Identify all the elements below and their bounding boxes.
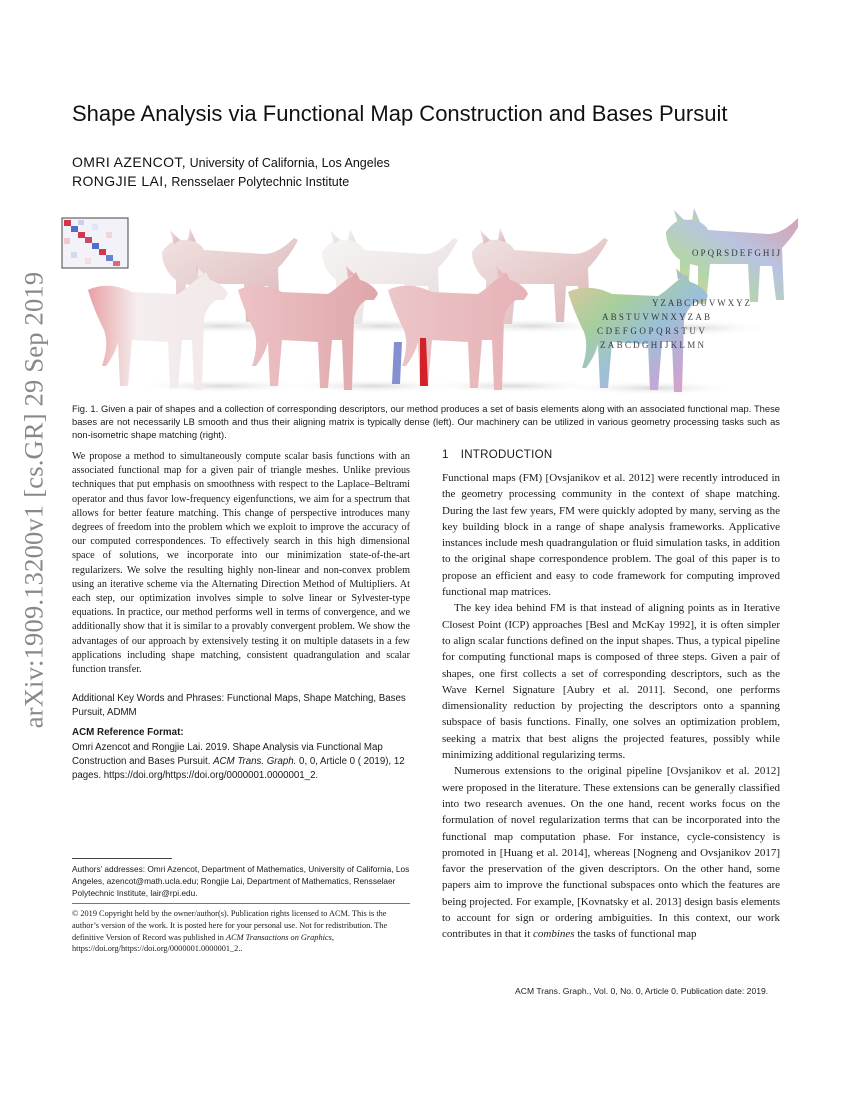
intro-paragraph-3-emphasis: combines — [533, 928, 575, 941]
section-heading-introduction — [442, 449, 552, 461]
section-number: 1 — [442, 449, 449, 461]
intro-paragraph-3 — [442, 763, 780, 942]
abstract: We propose a method to simultaneously compute scalar basis functions with an associated functional map for a given pair of triangle meshes. Unlike previous techniques that put emphasis on smoothness with respect to the Laplace–Beltrami operator and thus favor low-frequency eigenfunctions, we aim for a spectrum that allows for better feature matching. This change of perspective introduces many degrees of freedom into the problem which we exploit to improve the accuracy of our computed correspondences. To effectively search in this high dimensional space of solutions, we incorporate into our minimization state-of-the-art regularizers. We solve the resulting highly non-linear and non-convex problem using an iterative scheme via the Alternating Direction Method of Multipliers. At each step, our optimization involves simple to solve linear or Sylvester-type equations. In practice, our method performs well in terms of convergence, and we additionally show that it is similar to a provably convergent problem. We show the advantages of our approach by extensively testing it on multiple datasets in a few applications including shape matching, consistent quadrangulation and scalar function transfer. — [72, 451, 410, 676]
keywords: Additional Key Words and Phrases: Functional Maps, Shape Matching, Bases Pursuit, ADMM — [72, 693, 406, 718]
section-title: INTRODUCTION — [460, 449, 553, 461]
introduction-body — [442, 470, 780, 943]
author-1 — [72, 154, 390, 170]
author-2-name: RONGJIE LAI, — [72, 173, 168, 189]
author-1-affiliation: University of California, Los Angeles — [189, 156, 390, 170]
running-footer: ACM Trans. Graph., Vol. 0, No. 0, Article 0. Publication date: 2019. — [515, 986, 769, 996]
intro-paragraph-1: Functional maps (FM) [Ovsjanikov et al. 2012] were recently introduced in the geometry processing community in the context of shape matching. During the last few years, FM were quickly adopted by many, serving as the key building block in a range of shape analysis frameworks. Applicative instances include mesh quadrangulation or fluid simulation tasks, in addition to the original shape correspondence problem. The goal of this paper is to propose an efficient and easy to code framework for computing improved functional map matrices. — [442, 472, 780, 599]
copyright-part2: , https://doi.org/https://doi.org/0000001.0000001_2.. — [72, 932, 334, 954]
author-1-name: OMRI AZENCOT, — [72, 154, 187, 170]
texture-letters-row-5: OPQRSDEFGHIJ — [692, 248, 782, 258]
intro-paragraph-2: The key idea behind FM is that instead of aligning points as in Iterative Closest Point (ICP) approaches [Besl and McKay 1992], it is often simpler to align scalar functions defined on the input shapes. Thus, a typical pipeline for computing functional maps is composed of three steps. Given a pair of shapes, one first collects a set of corresponding descriptors, such as the Wave Kernel Signature [Aubry et al. 2011]. Second, one performs dimensionality reduction by projecting the descriptors onto a spanning subspace of basis functions. Finally, one solves an optimization problem, seeking a matrix that best aligns the projected features, possibly while minimizing additional regularizing terms. — [442, 602, 780, 762]
figure-caption: Fig. 1. Given a pair of shapes and a collection of corresponding descriptors, our method produces a set of basis elements along with an associated functional map. These bases are not necessarily LB smooth and thus their aligning matrix is typically dense (left). Our machinery can be utilized in various geometry processing tasks such as non-isometric shape matching (right). — [72, 403, 780, 441]
teaser-figure — [52, 200, 798, 395]
intro-paragraph-3-part1: Numerous extensions to the original pipeline [Ovsjanikov et al. 2012] were proposed in the literature. These extensions can be generally classified into two research avenues. On the one hand, recent works focus on the formulation of novel regularization terms that can be incorporated into the functional map computation phase. For instance, cycle-consistency is promoted in [Huang et al. 2014], whereas [Nogneng and Ovsjanikov 2017] favor the preservation of the given descriptors. On the other hand, some papers aim to improve the functional subspaces onto which the features are being projected. For example, [Kovnatsky et al. 2013] design basis elements to account for sign or ordering ambiguities. In this context, our work contributes in that it — [442, 765, 780, 941]
functional-map-matrix-inset — [62, 218, 128, 268]
texture-letters-row-1: YZABCDUVWXYZ — [652, 298, 752, 308]
texture-letters-row-4: ZABCDGHIJKLMN — [600, 340, 706, 350]
author-2 — [72, 173, 349, 189]
paper-title: Shape Analysis via Functional Map Construction and Bases Pursuit — [72, 101, 728, 126]
acm-reference-journal: ACM Trans. Graph. — [213, 756, 297, 767]
arxiv-stamp-text: arXiv:1909.13200v1 [cs.GR] 29 Sep 2019 — [18, 271, 49, 729]
texture-letters-row-2: ABSTUVWNXYZAB — [602, 312, 712, 322]
copyright-journal: ACM Transactions on Graphics — [226, 932, 332, 942]
copyright-separator — [72, 903, 410, 904]
copyright-notice — [72, 908, 410, 955]
acm-reference-part1: Omri Azencot and Rongjie Lai. 2019. Shape Analysis via Functional Map Construction and Bases Pursuit. — [72, 742, 383, 767]
texture-letters-row-3: CDEFGOPQRSTUV — [597, 326, 707, 336]
intro-paragraph-3-part2: the tasks of functional map — [574, 928, 697, 941]
copyright-part1: © 2019 Copyright held by the owner/author(s). Publication rights licensed to ACM. This is the author’s version of the work. It is posted here for your personal use. Not for redistribution. The definitive Version of Record was published in — [72, 909, 388, 942]
footnote-rule — [72, 858, 172, 859]
acm-reference-text — [72, 741, 410, 783]
author-addresses: Authors’ addresses: Omri Azencot, Department of Mathematics, University of California, Los Angeles, azencot@math.ucla.edu; Rongjie Lai, Department of Mathematics, Rensselaer Polytechnic Institute, lair@rpi.edu. — [72, 864, 410, 898]
acm-reference-part2: 0, 0, Article 0 ( 2019), 12 pages. https://doi.org/https://doi.org/0000001.0000001_2. — [72, 756, 405, 781]
author-2-affiliation: Rensselaer Polytechnic Institute — [171, 175, 350, 189]
acm-reference-heading: ACM Reference Format: — [72, 727, 184, 738]
